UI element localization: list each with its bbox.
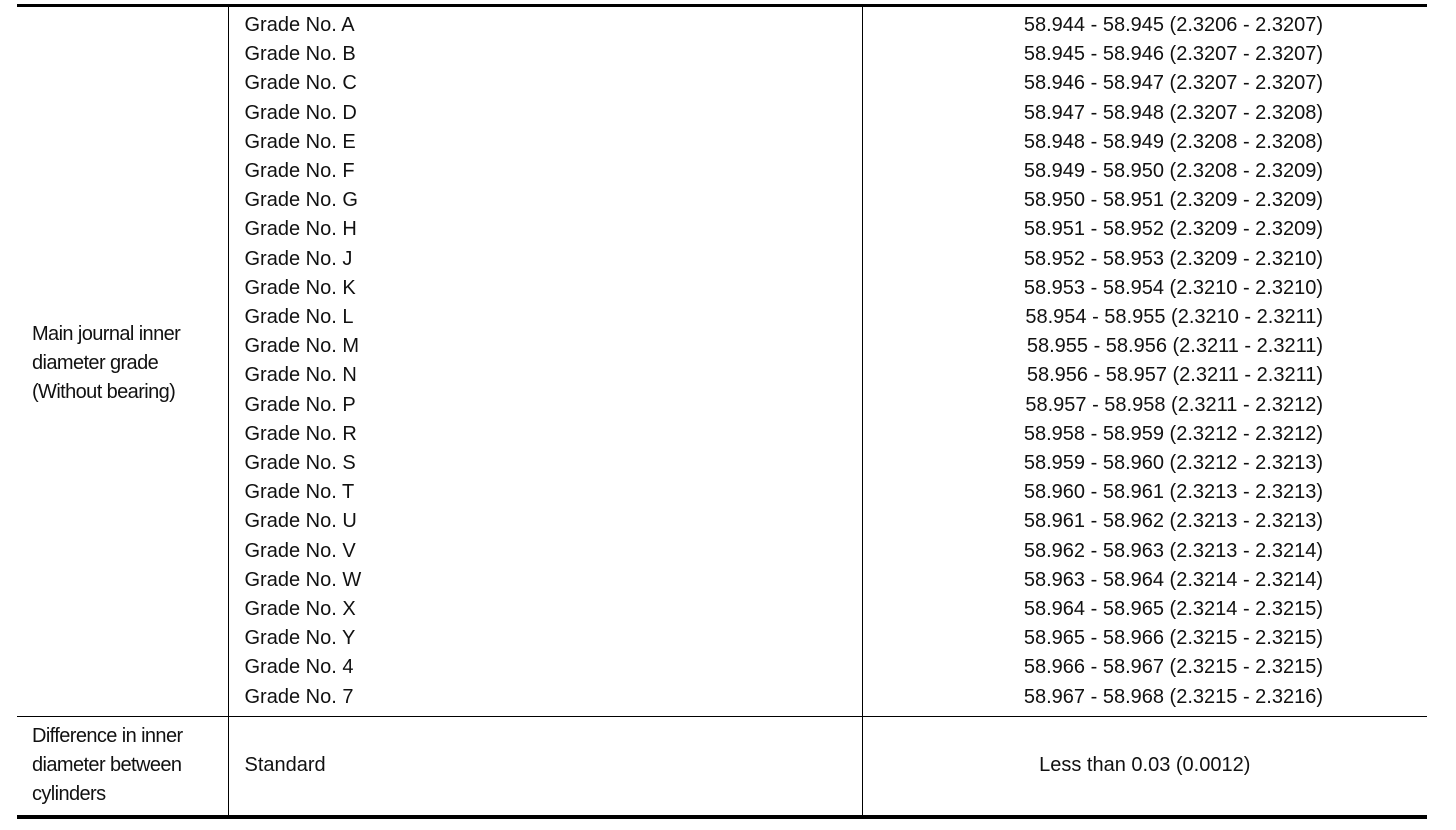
grade-name: Grade No. M (228, 332, 862, 361)
grade-name: Grade No. 4 (228, 653, 862, 682)
spec-table (17, 4, 1427, 819)
grade-value: 58.958 - 58.959 (2.3212 - 2.3212) (1023, 422, 1323, 445)
grade-value: 58.956 - 58.957 (2.3211 - 2.3211) (1026, 364, 1323, 387)
grade-name: Grade No. H (228, 215, 862, 244)
grade-name: Grade No. E (228, 128, 862, 157)
grade-row (17, 69, 1427, 98)
grade-value: 58.953 - 58.954 (2.3210 - 2.3210) (1023, 276, 1323, 299)
grade-name: Grade No. G (228, 186, 862, 215)
grade-name: Grade No. 7 (228, 683, 862, 717)
spec-table-body (17, 6, 1427, 817)
grade-name: Grade No. U (228, 507, 862, 536)
grade-name: Grade No. W (228, 566, 862, 595)
grade-row (17, 157, 1427, 186)
grade-row (17, 391, 1427, 420)
grade-section-label (17, 6, 228, 717)
difference-item: Standard (228, 716, 862, 817)
grade-value: 58.952 - 58.953 (2.3209 - 2.3210) (1023, 247, 1323, 270)
difference-label (17, 716, 228, 817)
difference-label-line: diameter between (32, 754, 182, 777)
grade-row (17, 595, 1427, 624)
grade-value: 58.950 - 58.951 (2.3209 - 2.3209) (1023, 189, 1323, 212)
grade-name: Grade No. V (228, 537, 862, 566)
grade-value: 58.967 - 58.968 (2.3215 - 2.3216) (1023, 685, 1323, 708)
grade-value: 58.961 - 58.962 (2.3213 - 2.3213) (1023, 510, 1323, 533)
grade-row (17, 653, 1427, 682)
grade-row (17, 303, 1427, 332)
grade-row (17, 624, 1427, 653)
grade-value: 58.963 - 58.964 (2.3214 - 2.3214) (1023, 568, 1323, 591)
grade-row (17, 274, 1427, 303)
grade-value: 58.951 - 58.952 (2.3209 - 2.3209) (1023, 218, 1323, 241)
grade-section-label-line: (Without bearing) (32, 380, 176, 403)
grade-value: 58.949 - 58.950 (2.3208 - 2.3209) (1023, 160, 1323, 183)
grade-row (17, 449, 1427, 478)
grade-row (17, 215, 1427, 244)
grade-value: 58.944 - 58.945 (2.3206 - 2.3207) (1023, 14, 1323, 36)
grade-row (17, 186, 1427, 215)
grade-value: 58.962 - 58.963 (2.3213 - 2.3214) (1023, 539, 1323, 562)
grade-name: Grade No. B (228, 40, 862, 69)
grade-value: 58.959 - 58.960 (2.3212 - 2.3213) (1023, 452, 1323, 475)
grade-name: Grade No. P (228, 391, 862, 420)
grade-row (17, 420, 1427, 449)
grade-value: 58.946 - 58.947 (2.3207 - 2.3207) (1023, 72, 1323, 95)
grade-name: Grade No. J (228, 245, 862, 274)
grade-row (17, 99, 1427, 128)
grade-name: Grade No. S (228, 449, 862, 478)
grade-value: 58.954 - 58.955 (2.3210 - 2.3211) (1025, 306, 1323, 329)
grade-value: 58.945 - 58.946 (2.3207 - 2.3207) (1023, 43, 1323, 66)
difference-label-line: Difference in inner (32, 725, 183, 748)
grade-value: 58.964 - 58.965 (2.3214 - 2.3215) (1023, 598, 1323, 621)
grade-row (17, 6, 1427, 41)
grade-name: Grade No. K (228, 274, 862, 303)
grade-value: 58.960 - 58.961 (2.3213 - 2.3213) (1023, 481, 1323, 504)
grade-value: 58.947 - 58.948 (2.3207 - 2.3208) (1023, 101, 1323, 124)
grade-name: Grade No. F (228, 157, 862, 186)
grade-name: Grade No. D (228, 99, 862, 128)
grade-name: Grade No. T (228, 478, 862, 507)
grade-value: 58.966 - 58.967 (2.3215 - 2.3215) (1023, 656, 1323, 679)
grade-name: Grade No. A (228, 6, 862, 41)
grade-row (17, 507, 1427, 536)
grade-name: Grade No. X (228, 595, 862, 624)
grade-row (17, 40, 1427, 69)
grade-section-label-line: Main journal inner (32, 322, 181, 345)
grade-name: Grade No. Y (228, 624, 862, 653)
grade-name: Grade No. L (228, 303, 862, 332)
grade-name: Grade No. R (228, 420, 862, 449)
grade-name: Grade No. C (228, 69, 862, 98)
grade-row (17, 478, 1427, 507)
grade-value: 58.955 - 58.956 (2.3211 - 2.3211) (1026, 335, 1323, 358)
grade-value: 58.957 - 58.958 (2.3211 - 2.3212) (1025, 393, 1323, 416)
grade-value: 58.948 - 58.949 (2.3208 - 2.3208) (1023, 130, 1323, 153)
difference-row (17, 716, 1427, 817)
grade-row (17, 361, 1427, 390)
grade-section-label-line: diameter grade (32, 351, 159, 374)
difference-label-line: cylinders (32, 783, 106, 806)
grade-value: 58.965 - 58.966 (2.3215 - 2.3215) (1023, 627, 1323, 650)
grade-name: Grade No. N (228, 361, 862, 390)
grade-row (17, 566, 1427, 595)
grade-row (17, 537, 1427, 566)
grade-row (17, 128, 1427, 157)
difference-value: Less than 0.03 (0.0012) (862, 716, 1427, 817)
grade-row (17, 245, 1427, 274)
grade-row (17, 332, 1427, 361)
grade-row (17, 683, 1427, 717)
